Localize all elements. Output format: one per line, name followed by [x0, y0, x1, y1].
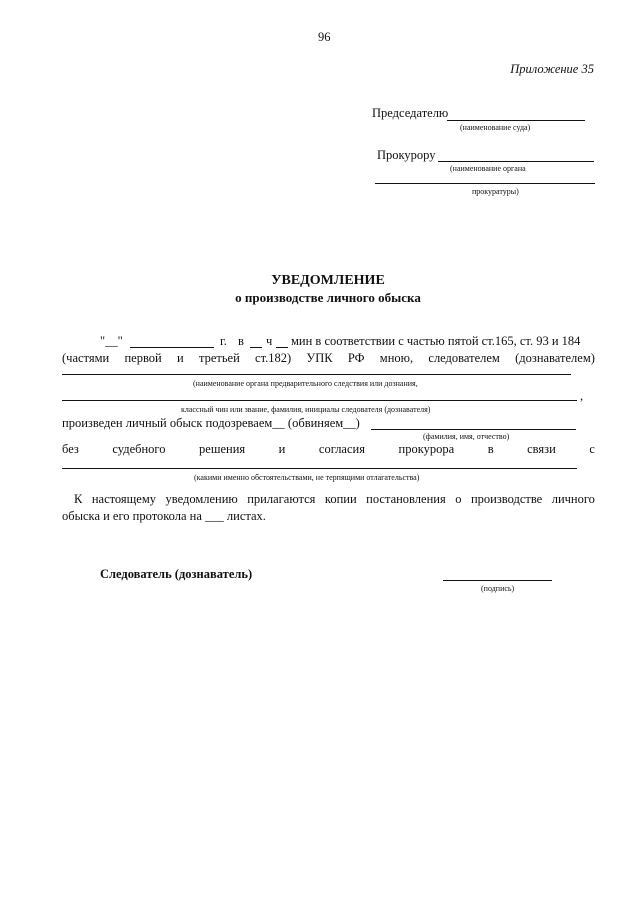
date-rest: мин в соответствии с частью пятой ст.165, ст. 93 и 184 — [291, 334, 581, 348]
word: согласия — [318, 442, 365, 456]
page-number: 96 — [318, 30, 331, 44]
attach-line-2: обыска и его протокола на ___ листах. — [62, 509, 266, 523]
word: ст.182) — [255, 351, 292, 365]
date-day: "__" — [100, 334, 123, 348]
word: УПК — [306, 351, 333, 365]
word: производстве — [470, 492, 543, 506]
organ-caption-2: прокуратуры) — [472, 187, 519, 196]
word: решения — [199, 442, 246, 456]
rank-line-comma: , — [580, 389, 584, 403]
word: с — [589, 442, 595, 456]
organ-line-caption: (наименование органа предварительного следствия или дознания, — [193, 379, 418, 388]
word: РФ — [347, 351, 365, 365]
date-month-line — [130, 347, 214, 348]
hour-line — [250, 347, 262, 348]
search-text: произведен личный обыск подозреваем__ (обвиняем__) — [62, 416, 360, 430]
word: следователем — [428, 351, 500, 365]
word: и — [176, 351, 184, 365]
word: (частями — [62, 351, 110, 365]
signature-caption: (подпись) — [481, 584, 515, 593]
organ-blank-line-2 — [375, 183, 595, 184]
rank-line — [62, 400, 577, 401]
word: первой — [124, 351, 162, 365]
word: настоящему — [91, 492, 157, 506]
word: мною, — [379, 351, 414, 365]
word: прилагаются — [247, 492, 316, 506]
organ-blank-line — [438, 161, 594, 162]
word: о — [455, 492, 462, 506]
word: в — [487, 442, 494, 456]
chairman-label: Председателю — [372, 106, 449, 120]
date-hour: ч — [266, 334, 273, 348]
organ-caption: (наименование органа — [450, 164, 526, 173]
fio-line — [371, 429, 576, 430]
attach-line-1 — [74, 492, 595, 507]
word: К — [74, 492, 83, 506]
word: постановления — [366, 492, 446, 506]
date-at: в — [238, 334, 244, 348]
signature-label: Следователь (дознаватель) — [100, 567, 253, 581]
rank-line-caption: классный чин или звание, фамилия, инициалы следователя (дознавателя) — [181, 405, 431, 414]
date-year-suffix: г. — [220, 334, 227, 348]
word: личного — [551, 492, 595, 506]
word: связи — [527, 442, 556, 456]
body-line-2 — [62, 351, 595, 366]
circumstances-caption: (какими именно обстоятельствами, не терпящими отлагательства) — [194, 473, 420, 482]
word: прокурора — [398, 442, 455, 456]
organ-line — [62, 374, 571, 375]
fio-caption: (фамилия, имя, отчество) — [423, 432, 510, 441]
minute-line — [276, 347, 288, 348]
word: без — [62, 442, 79, 456]
circumstances-line — [62, 468, 577, 469]
word: и — [278, 442, 286, 456]
word: судебного — [112, 442, 166, 456]
appendix-label: Приложение 35 — [510, 62, 594, 76]
word: копии — [324, 492, 357, 506]
without-decision-line — [62, 442, 595, 457]
word: уведомлению — [165, 492, 238, 506]
court-blank-line — [447, 120, 585, 121]
document-subtitle: о производстве личного обыска — [235, 290, 421, 305]
word: третьей — [198, 351, 240, 365]
court-caption: (наименование суда) — [460, 123, 531, 132]
signature-line — [443, 580, 552, 581]
word: (дознавателем) — [515, 351, 595, 365]
prosecutor-label: Прокурору — [377, 148, 436, 162]
document-title: УВЕДОМЛЕНИЕ — [271, 273, 385, 288]
